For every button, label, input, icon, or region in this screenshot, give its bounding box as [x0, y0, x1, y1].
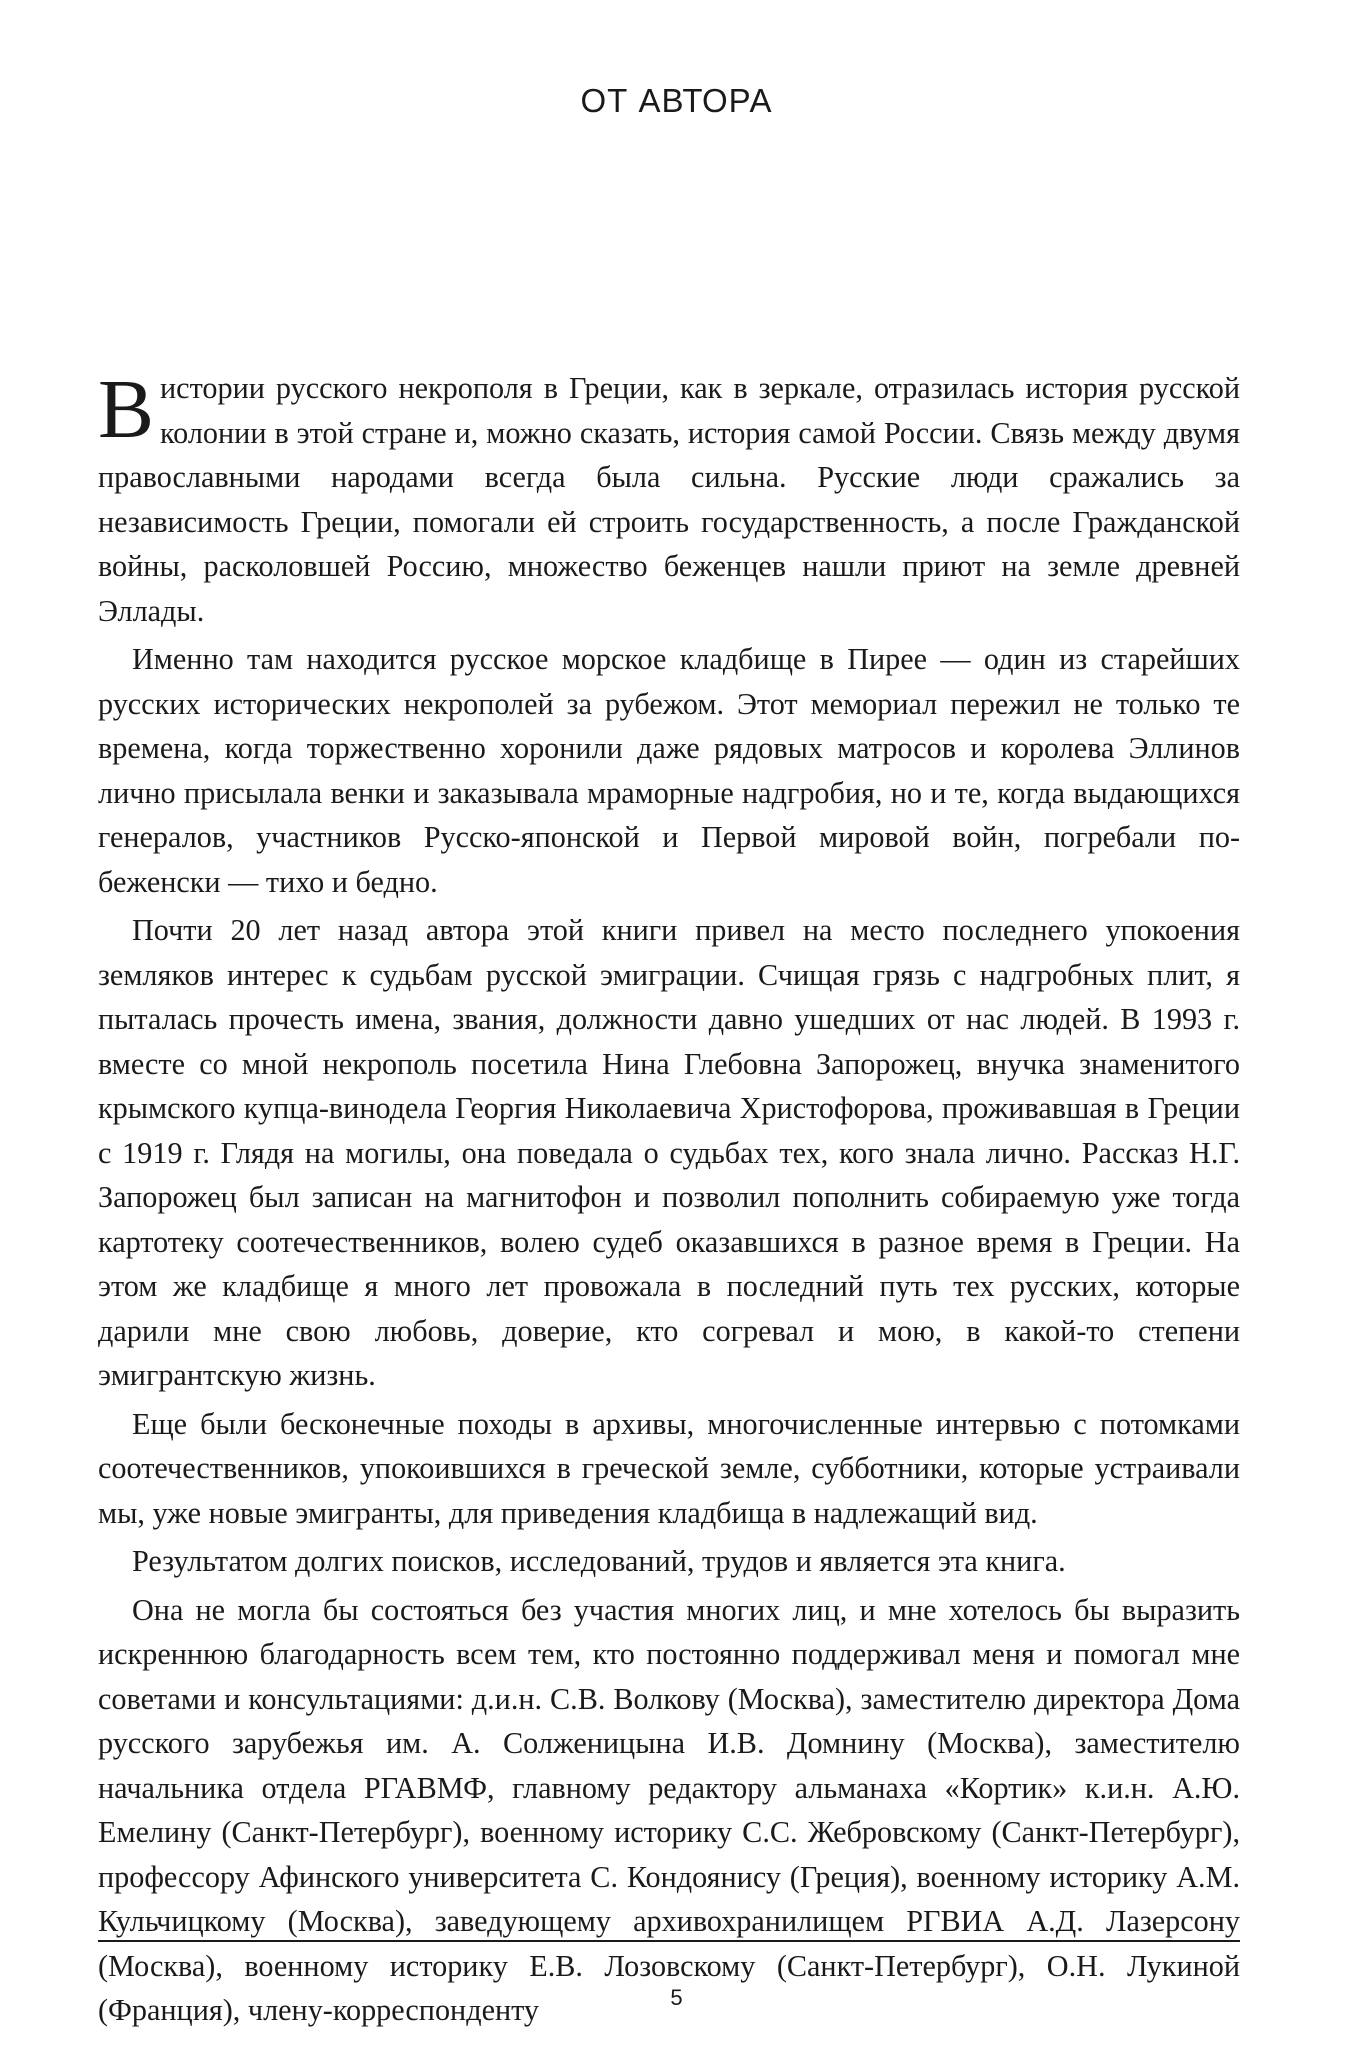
footer-rule	[98, 1940, 1240, 1942]
page-number: 5	[670, 1985, 683, 2010]
page-title: ОТ АВТОРА	[580, 82, 773, 119]
paragraph-1-text: истории русского некрополя в Греции, как в зеркале, отразилась история русской колонии в этой стране и, можно сказать, история самой России. Связь между двумя православными народами всегда была сильна. Русские люди сражались за независимость Греции, помогали ей строить государственность, а после Гражданской войны, расколовшей Россию, множество беженцев нашли приют на земле древней Эллады.	[98, 371, 1240, 628]
paragraph-6: Она не могла бы состояться без участия многих лиц, и мне хотелось бы выразить искреннюю благодарность всем тем, кто постоянно поддерживал меня и помогал мне советами и консультациями: д.и.н. С.В. Волкову (Москва), заместителю директора Дома русского зарубежья им. А. Солженицына И.В. Домнину (Москва), заместителю начальника отдела РГАВМФ, главному редактору альманаха «Кортик» к.и.н. А.Ю. Емелину (Санкт-Петербург), военному историку С.С. Жебровскому (Санкт-Петербург), профессору Афинского университета С. Кондоянису (Греция), военному историку А.М. Кульчицкому (Москва), заведующему архивохранилищем РГВИА А.Д. Лазерсону (Москва), военному историку Е.В. Лозовскому (Санкт-Петербург), О.Н. Лукиной (Франция), члену-корреспонденту	[98, 1592, 1240, 2027]
paragraph-4: Еще были бесконечные походы в архивы, многочисленные интервью с потомками соотечественников, упокоившихся в греческой земле, субботники, которые устраивали мы, уже новые эмигранты, для приведения кладбища в надлежащий вид.	[98, 1406, 1240, 1530]
body-text	[98, 363, 1240, 2037]
paragraph-5: Результатом долгих поисков, исследований, трудов и является эта книга.	[132, 1544, 1066, 1578]
paragraph-2: Именно там находится русское морское кладбище в Пирее — один из старейших русских исторических некрополей за рубежом. Этот мемориал пережил не только те времена, когда торжественно хоронили даже рядовых матросов и королева Эллинов лично присылала венки и заказывала мраморные надгробия, но и те, когда выдающихся генералов, участников Русско-японской и Первой мировой войн, погребали по-беженски — тихо и бедно.	[98, 642, 1240, 899]
drop-cap: В	[98, 363, 155, 456]
paragraph-3: Почти 20 лет назад автора этой книги привел на место последнего упокоения земляков интерес к судьбам русской эмиграции. Счищая грязь с надгробных плит, я пыталась прочесть имена, звания, должности давно ушедших от нас людей. В 1993 г. вместе со мной некрополь посетила Нина Глебовна Запорожец, внучка знаменитого крымского купца-винодела Георгия Николаевича Христофорова, проживавшая в Греции с 1919 г. Глядя на могилы, она поведала о судьбах тех, кого знала лично. Рассказ Н.Г. Запорожец был записан на магнитофон и позволил пополнить собираемую уже тогда картотеку соотечественников, волею судеб оказавшихся в разное время в Греции. На этом же кладбище я много лет провожала в последний путь тех русских, которые дарили мне свою любовь, доверие, кто согревал и мою, в какой-то степени эмигрантскую жизнь.	[98, 913, 1240, 1392]
paragraph-1	[98, 363, 1240, 633]
